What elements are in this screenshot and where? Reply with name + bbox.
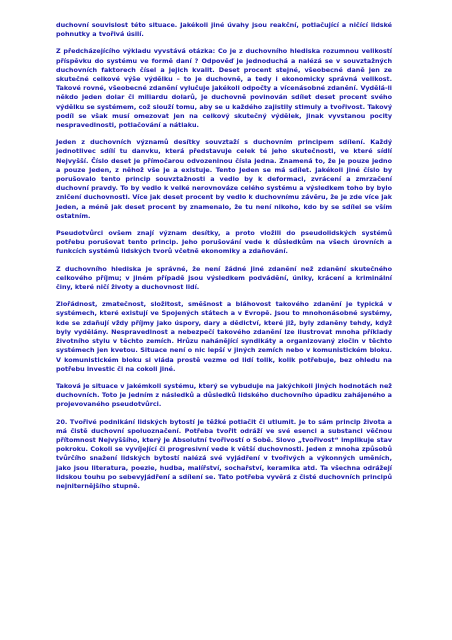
paragraph-8: 20. Tvořivé podnikání lidských bytostí je těžké potlačit či utlumit. Je to sám princip života a má čistě duchovní spoluoznačení. Potřeba tvořit odráží ve své esenci a substanci věčnou přítomnost Nejvyššího, který je Absolutní tvořivostí o Sobě. Slovo „tvořivost“ implikuje stav pokroku. Cokoli se vyvíjející či progresivní vede k větší duchovnosti. Jeden z mnoha způsobů tvůrčího snažení lidských bytostí nalézá své vyjádření v tvořivých a výkonných uměních, jako jsou literatura, poezie, hudba, malířství, sochařství, keramika atd. Ta všechna odrážejí lidskou touhu po sebevyjádření a sdílení se. Tato potřeba vyvěrá z čisté duchovních principů nejniternějšího stupně. [56,417,392,490]
paragraph-3: Jeden z duchovních významů desítky souvztaží s duchovním principem sdílení. Každý jednotlivec sdílí tu danvku, která představuje celek té jeho skutečnosti, ve které sídlí Nejvyšší. Číslo deset je přímočarou odvozeninou čísla jedna. Znamená to, že je pouze jedno a pouze Jeden, z něhož vše je a existuje. Tento Jeden se má sdílet. Jakékoli jiné číslo by porušovalo tento princip souvztažnosti a vedlo by k deformaci, zvrácení a zmrzačení duchovní pravdy. To by vedlo k velké nerovnováze celého systému a výsledkem toho by bylo zničení duchovnosti. Více jak deset procent by vedlo k duchovnímu závěru, že je zde více jak Jeden, a méně jak deset procent by znamenalo, že tu není nikoho, kdo by se sdílel se vším ostatním. [56,138,392,220]
paragraph-7: Taková je situace v jakémkoli systému, který se vybuduje na jakýchkoli jiných hodnotách než duchovních. Toto je jedním z následků a důsledků lidského duchovního úpadku zahájeného a projevovaného pseudotvůrci. [56,381,392,409]
paragraph-4: Pseudotvůrci ovšem znají význam desítky, a proto vložili do pseudolidských systémů potřebu porušovat tento princip. Jeho porušování vede k důsledkům na všech úrovních a funkcích systémů lidských tvorů včetně ekonomiky a zdaňování. [56,229,392,256]
paragraph-6: Zlořádnost, zmatečnost, složitost, směšnost a bláhovost takového zdanění je typická v systémech, které existují ve Spojených státech a v Evropě. Jsou to mnohonásobné systémy, kde se zdaňují vždy příjmy jako úspory, dary a dědictví, které již, byly zdaněny tehdy, když byly vydělány. Nespravedlnost a nebezpečí takového zdanění lze ilustrovat mnoha příklady životního stylu v těchto zemích. Hrůzu nahánějící syndikáty a organizovaný zločin v těchto systémech jen kvetou. Situace není o nic lepší v jiných zemích nebo v komunistickém bloku. V komunistickém bloku si vláda prostě vezme od lidí tolik, kolik potřebuje, bez ohledu na potřebu investic či na cokoli jiné. [56,300,392,373]
paragraph-2: Z předcházejícího výkladu vyvstává otázka: Co je z duchovního hlediska rozumnou velikostí příspěvku do systému ve formě daní ? Odpověď je jednoduchá a nalézá se v souvztažných duchovních faktorech čísel a jejich kvalit. Deset procent stejné, všeobecné daně jen ze skutečné celkové výše výdělku – to je duchovně, a tedy i ekonomicky správná velikost. Takové rovné, všeobecné zdanění vylučuje jakékoli odpočty a vícenásobné zdanění. Vydělá-li někdo jeden dolar či miliardu dolarů, je duchovně povinován sdílet deset procent svého výdělku se systémem, což slouží tomu, aby se u každého zajistily stimuly a tvořivost. Takový podíl se však musí omezovat jen na celkový skutečný výdělek, jinak vyvstanou pocity nespravedlnosti, potlačování a nátlaku. [56,47,392,130]
paragraph-1: duchovní souvislost této situace. Jakékoli jiné úvahy jsou reakční, potlačující a ničící lidské pohnutky a tvořivá úsilí. [56,21,392,39]
paragraph-5: Z duchovního hlediska je správné, že není žádné jiné zdanění než zdanění skutečného celkového příjmu; v jiném případě jsou výsledkem podvádění, úniky, krácení a kriminální činy, které ničí životy a duchovnost lidí. [56,264,392,292]
